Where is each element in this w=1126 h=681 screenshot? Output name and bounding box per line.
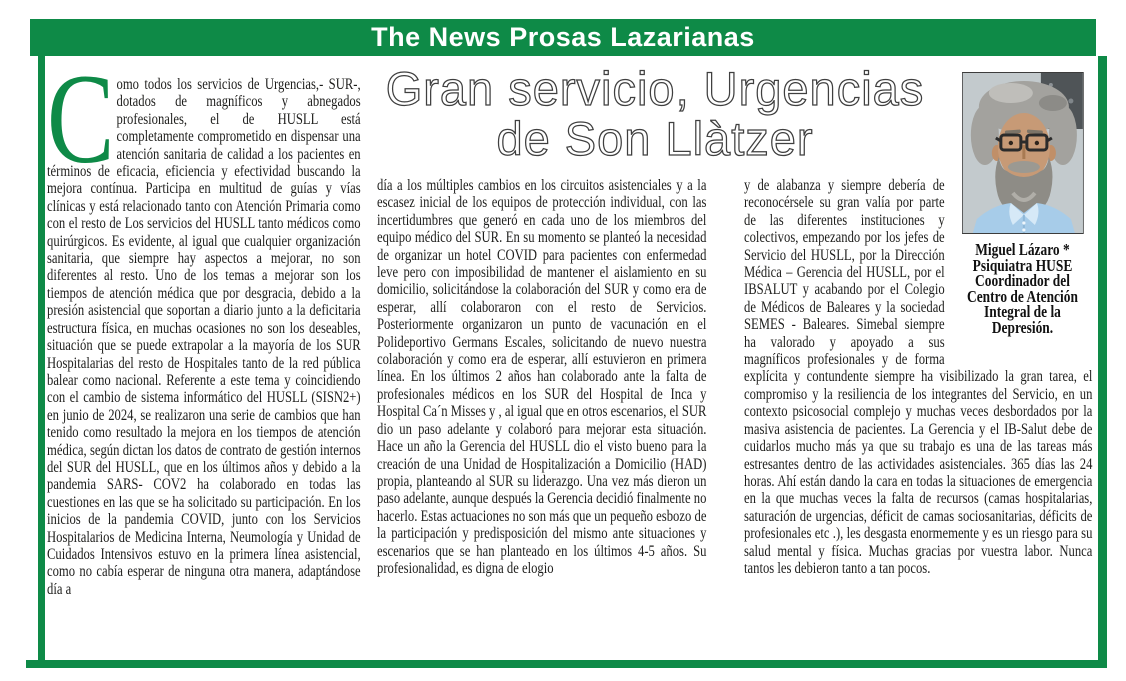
- caption-line: Depresión.: [991, 317, 1054, 337]
- caption-line: Integral de la: [984, 302, 1061, 321]
- article-column-1: [47, 76, 361, 660]
- headline-line-2: de Son Llàtzer: [496, 112, 814, 165]
- caption-line: Centro de Atención: [967, 286, 1078, 306]
- article-column-2-text: día a los múltiples cambios en los circuitos asistenciales y a la escasez inicial de los equipos de protección individual, con las incertidumbres que generó en cada uno de los miembros del equipo médico del SUR. En su momento se planteó la necesidad de organizar un hotel COVID para pacientes con enfermedad leve pero con imposibilidad de mantener el aislamiento en su domicilio, solicitándose la colaboración del SUR y como era de esperar, allí colaboraron con el resto de Servicios. Posteriormente organizaron un punto de vacunación en el Polideportivo Germans Escales, solicitando de nuevo nuestra colaboración y como era de esperar, allí estuvieron en primera línea. En los últimos 2 años han colaborado ante la falta de profesionales médicos en los SUR del Hospital de Inca y Hospital Ca´n Misses y , al igual que en otros escenarios, el SUR dio un paso adelante y colaboró para mejorar esta situación. Hace un año la Gerencia del HUSLL dio el visto bueno para la creación de una Unidad de Hospitalización a Domicilio (HAD) propia, planteando al SUR su liderazgo. Una vez más dieron un paso adelante, aunque después la Gerencia decidió finalmente no hacerlo. Estas actuaciones no son más que un pequeño esbozo de la participación y predisposición del mismo ante situaciones y escenarios que se han planteado en los últimos 4-5 años. Su profesionalidad, es digna de elogio: [377, 177, 707, 577]
- masthead-title: The News Prosas Lazarianas: [371, 22, 755, 52]
- article-column-1-text: omo todos los servicios de Urgencias,- SUR-, dotados de magníficos y abnegados profesionales, el de HUSLL está completamente comprometido en dispensar una atención sanitaria de calidad a los pacientes en términos de eficacia, eficiencia y efectividad buscando la mejora contínua. Participa en multitud de guías y vías clínicas y está relacionado tanto con Atención Primaria como con el resto de Los servicios del HUSLL tanto médicos como quirúrgicos. Es evidente, al igual que cualquier organización sanitaria, que siempre hay aspectos a mejorar, no son diferentes al resto. Uno de los temas a mejorar son los tiempos de atención médica que por desgracia, debido a la presión asistencial que soportan a diario junto a la deficitaria estructura física, en muchas ocasiones no son los deseables, situación que se puede extrapolar a la mayoría de los SUR Hospitalarias del resto de Hospitales tanto de la red pública balear como nacional. Referente a este tema y coincidiendo con el cambio de sistema informático del HUSLL (SISN2+) en junio de 2024, se realizaron una serie de cambios que han tenido como resultado la mejora en los tiempos de atención médica, según dictan los datos de contrato de gestión internos del SUR del HUSLL, que en los últimos años y debido a la pandemia SARS- COV2 ha colaborado en todas las cuestiones en las que se ha solicitado su participación. En los inicios de la pandemia COVID, junto con los Servicios Hospitalarios de Medicina Interna, Neumología y Unidad de Cuidados Intensivos estuvo en la primera línea asistencial, como no cabía esperar de ninguna otra manera, adaptándose día a: [47, 76, 361, 598]
- photo-caption: [953, 242, 1093, 335]
- portrait-photo: [962, 72, 1084, 234]
- caption-line: Miguel Lázaro *: [975, 240, 1070, 259]
- frame-right-border: [1098, 56, 1107, 668]
- frame-left-border: [38, 56, 45, 668]
- article-column-3-text: y de alabanza y siempre debería de reconocérsele su gran valía por parte de las diferentes instituciones y colectivos, empezando por los jefes de Servicio del HUSLL, por la Dirección Médica – Gerencia del HUSLL, por el IBSALUT y acabando por el Colegio de Médicos de Baleares y la sociedad SEMES - Baleares. Simebal siempre ha valorado y apoyado a sus magníficos profesionales y de forma explícita y contundente siempre ha visibilizado la gran tarea, el compromiso y la resiliencia de los integrantes del Servicio, en un contexto psicosocial complejo y muchas veces desbordados por la masiva asistencia de pacientes. La Gerencia y el IB-Salut debe de cuidarlos mucho más ya que su trabajo es una de las tareas más estresantes dentro de las actividades asistenciales. 365 días las 24 horas. Ahí están dando la cara en todas la situaciones de emergencia en la que muchas veces la falta de recursos (camas hospitalarias, saturación de urgencias, déficit de camas sociosanitarias, déficits de profesionales etc .), les desgasta enormemente y es un riesgo para su salud mental y física. Muchas gracias por vuestra labor. Nunca tantos les debieron tanto a tan pocos.: [744, 177, 1093, 577]
- masthead-banner: [30, 19, 1096, 56]
- article-column-2: [377, 177, 707, 660]
- drop-cap: C: [47, 76, 115, 190]
- caption-line: Coordinador del: [975, 271, 1070, 290]
- headline-line-1: Gran servicio, Urgencias: [385, 62, 925, 115]
- author-photo-block: [953, 72, 1093, 358]
- caption-line: Psiquiatra HUSE: [972, 255, 1073, 275]
- article-column-3: [744, 72, 1093, 662]
